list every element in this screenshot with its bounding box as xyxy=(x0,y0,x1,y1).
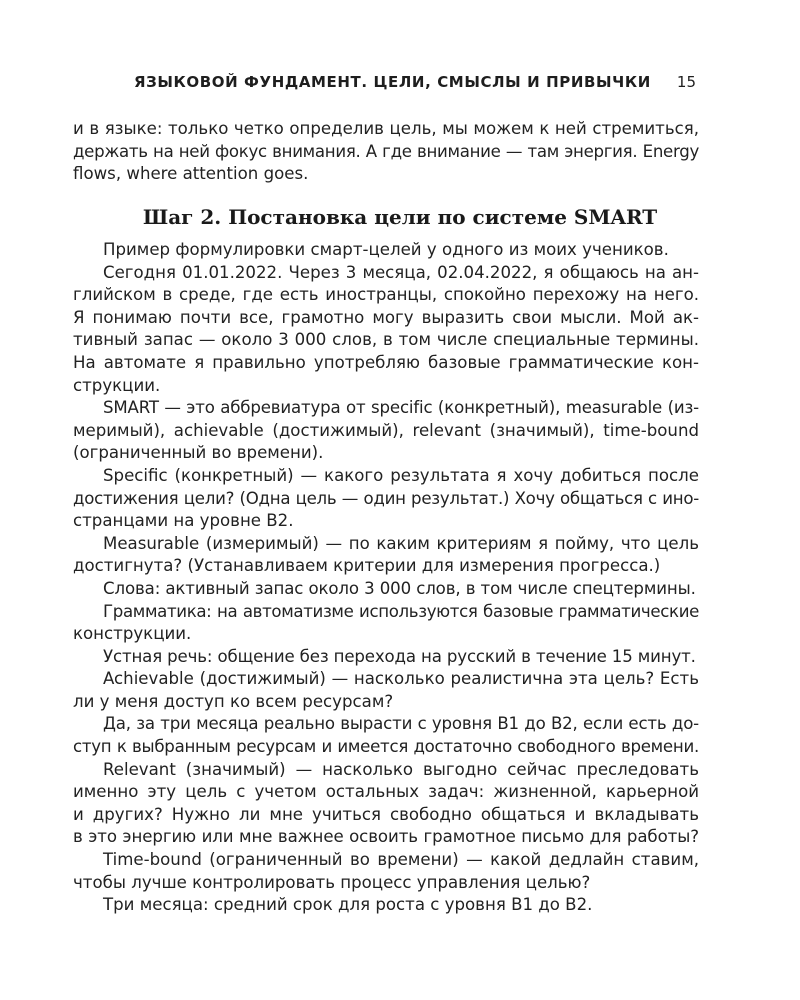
text-line: меримый), achievable (достижимый), relevant (значимый), time-bound xyxy=(73,420,699,440)
text-line: странцами на уровне B2. xyxy=(73,511,294,531)
text-line: Relevant (значимый) — насколько выгодно сейчас преследовать xyxy=(103,759,699,779)
text-line: Time-bound (ограниченный во времени) — какой дедлайн ставим, xyxy=(103,850,699,870)
text-line: и других? Нужно ли мне учиться свободно общаться и вкладывать xyxy=(73,804,699,824)
text-line: и в языке: только четко определив цель, мы можем к ней стремиться, xyxy=(73,119,699,138)
text-line: ступ к выбранным ресурсам и имеется достаточно свободного времени. xyxy=(73,737,699,757)
text-line: достижения цели? (Одна цель — один результат.) Хочу общаться с ино- xyxy=(73,488,699,508)
text-line: Achievable (достижимый) — насколько реалистична эта цель? Есть xyxy=(103,669,699,689)
body-text xyxy=(73,239,699,917)
text-line: именно эту цель с учетом остальных задач: жизненной, карьерной xyxy=(73,782,699,802)
text-line: На автомате я правильно употребляю базовые грамматические кон- xyxy=(73,352,699,372)
text-line: конструкции. xyxy=(73,624,192,644)
text-line: струкции. xyxy=(73,375,161,395)
text-line: Specific (конкретный) — какого результата я хочу добиться после xyxy=(103,465,699,485)
page-number: 15 xyxy=(676,73,696,91)
text-line: Устная речь: общение без перехода на русский в течение 15 минут. xyxy=(103,646,696,666)
text-line: достигнута? (Устанавливаем критерии для измерения прогресса.) xyxy=(73,556,661,576)
text-line: (ограниченный во времени). xyxy=(73,443,324,463)
text-line: чтобы лучше контролировать процесс управления целью? xyxy=(73,872,591,892)
text-line: Да, за три месяца реально вырасти с уровня B1 до B2, если есть до- xyxy=(103,714,699,734)
text-line: Пример формулировки смарт-целей у одного из моих учеников. xyxy=(103,240,669,259)
text-line: Грамматика: на автоматизме используются базовые грамматические xyxy=(103,601,699,621)
intro-paragraph xyxy=(73,118,699,186)
text-line: ли у меня доступ ко всем ресурсам? xyxy=(73,691,394,711)
text-line: Measurable (измеримый) — по каким критериям я пойму, что цель xyxy=(103,533,699,553)
running-title: ЯЗЫКОВОЙ ФУНДАМЕНТ. ЦЕЛИ, СМЫСЛЫ И ПРИВЫЧКИ xyxy=(133,73,651,91)
text-line: глийском в среде, где есть иностранцы, спокойно перехожу на него. xyxy=(73,285,699,305)
text-line: тивный запас — около 3 000 слов, в том числе специальные термины. xyxy=(73,330,699,350)
text-line: Сегодня 01.01.2022. Через 3 месяца, 02.04.2022, я общаюсь на ан- xyxy=(103,262,699,282)
text-line: в это энергию или мне важнее освоить грамотное письмо для работы? xyxy=(73,827,699,847)
text-line: flows, where attention goes. xyxy=(73,164,309,184)
section-heading: Шаг 2. Постановка цели по системе SMART xyxy=(142,205,658,229)
text-line: Я понимаю почти все, грамотно могу выразить свои мысли. Мой ак- xyxy=(73,307,699,327)
text-line: Слова: активный запас около 3 000 слов, в том числе спецтермины. xyxy=(103,578,696,598)
running-head xyxy=(134,73,696,91)
text-line: Три месяца: средний срок для роста с уровня B1 до B2. xyxy=(103,895,593,915)
text-line: SMART — это аббревиатура от specific (конкретный), measurable (из- xyxy=(103,398,699,418)
text-line: держать на ней фокус внимания. А где внимание — там энергия. Energy xyxy=(73,141,699,161)
